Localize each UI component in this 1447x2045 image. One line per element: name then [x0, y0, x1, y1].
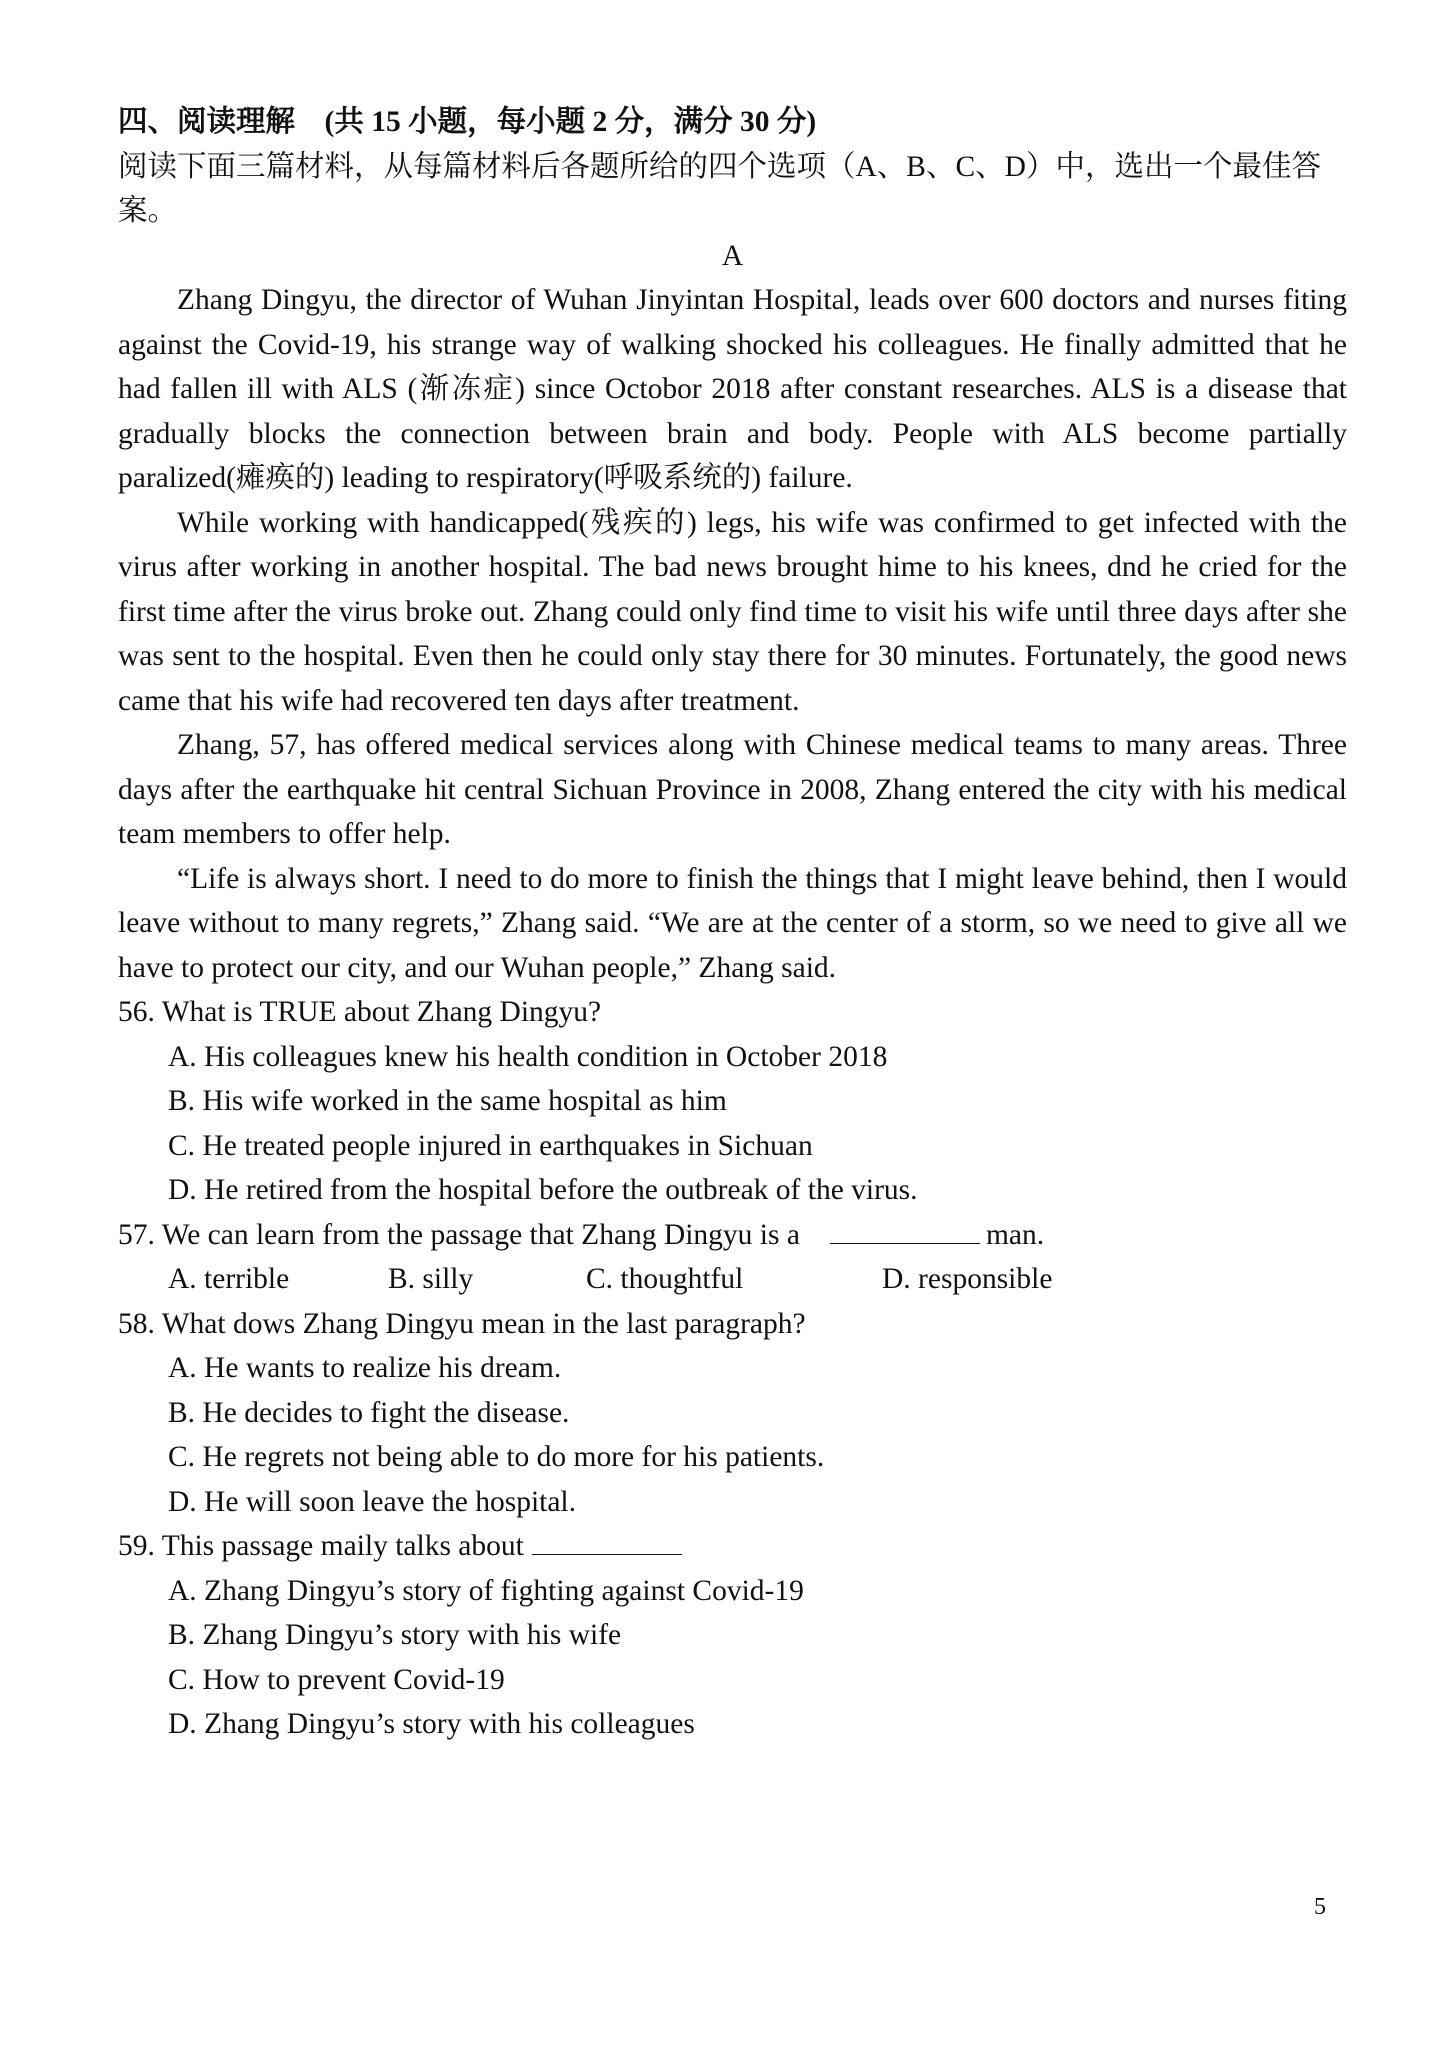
passage-paragraph-1: Zhang Dingyu, the director of Wuhan Jinyintan Hospital, leads over 600 doctors and nurses fiting against the Covid-19, his strange way of walking shocked his colleagues. He finally admitted that he had fallen ill with ALS (渐冻症) since Octobor 2018 after constant researches. ALS is a disease that gradually blocks the connection between brain and body. People with ALS become partially paralized(瘫痪的) leading to respiratory(呼吸系统的) failure. — [118, 284, 1347, 494]
question-59 — [118, 1524, 1347, 1747]
option-a: A. His colleagues knew his health condition in October 2018 — [168, 1040, 888, 1073]
answer-blank — [532, 1524, 682, 1555]
option-a: A. terrible — [168, 1263, 290, 1295]
option-d: D. Zhang Dingyu’s story with his colleagues — [168, 1708, 695, 1740]
page-number: 5 — [1314, 1894, 1326, 1920]
question-stem: 58. What dows Zhang Dingyu mean in the last paragraph? — [118, 1307, 806, 1340]
option-c: C. He treated people injured in earthquakes in Sichuan — [168, 1129, 813, 1162]
option-c: C. How to prevent Covid-19 — [168, 1663, 505, 1696]
question-56 — [118, 990, 1347, 1213]
question-stem-before: 57. We can learn from the passage that Zhang Dingyu is a — [118, 1218, 800, 1251]
option-c: C. thoughtful — [586, 1263, 744, 1295]
passage-paragraph-3: Zhang, 57, has offered medical services along with Chinese medical teams to many areas. Three days after the earthquake hit central Sichuan Province in 2008, Zhang entered the city with his medical team members to offer help. — [118, 729, 1347, 850]
question-stem-text: 59. This passage maily talks about — [118, 1530, 524, 1562]
option-b: B. Zhang Dingyu’s story with his wife — [168, 1619, 622, 1651]
option-b: B. He decides to fight the disease. — [168, 1396, 570, 1429]
section-title: 四、阅读理解 (共 15 小题，每小题 2 分，满分 30 分) — [118, 106, 817, 138]
option-d: D. He will soon leave the hospital. — [168, 1485, 577, 1518]
option-d: D. He retired from the hospital before the outbreak of the virus. — [168, 1174, 918, 1206]
option-c: C. He regrets not being able to do more for his patients. — [168, 1441, 825, 1473]
option-b: B. His wife worked in the same hospital as him — [168, 1085, 727, 1117]
question-stem — [118, 1213, 1347, 1258]
passage-label: A — [721, 239, 744, 272]
option-b: B. silly — [388, 1263, 474, 1295]
passage-paragraph-4: “Life is always short. I need to do more to finish the things that I might leave behind, then I would leave without to many regrets,” Zhang said. “We are at the center of a storm, so we need to give all we have to protect our city, and our Wuhan people,” Zhang said. — [118, 862, 1347, 984]
option-a: A. He wants to realize his dream. — [168, 1352, 562, 1384]
option-d: D. responsible — [882, 1263, 1053, 1295]
question-stem-after: man. — [985, 1218, 1045, 1251]
answer-blank — [830, 1213, 980, 1244]
section-instructions: 阅读下面三篇材料，从每篇材料后各题所给的四个选项（A、B、C、D）中，选出一个最佳答案。 — [118, 150, 1321, 227]
question-stem: 56. What is TRUE about Zhang Dingyu? — [118, 996, 602, 1028]
question-58 — [118, 1302, 1347, 1525]
passage-paragraph-2: While working with handicapped(残疾的) legs, his wife was confirmed to get infected with the virus after working in another hospital. The bad news brought hime to his knees, dnd he cried for the first time after the virus broke out. Zhang could only find time to visit his wife until three days after she was sent to the hospital. Even then he could only stay there for 30 minutes. Fortunately, the good news came that his wife had recovered ten days after treatment. — [118, 506, 1347, 717]
question-57 — [118, 1213, 1347, 1302]
options-row — [168, 1257, 1347, 1302]
option-a: A. Zhang Dingyu’s story of fighting against Covid-19 — [168, 1574, 804, 1607]
question-stem — [118, 1524, 1347, 1569]
